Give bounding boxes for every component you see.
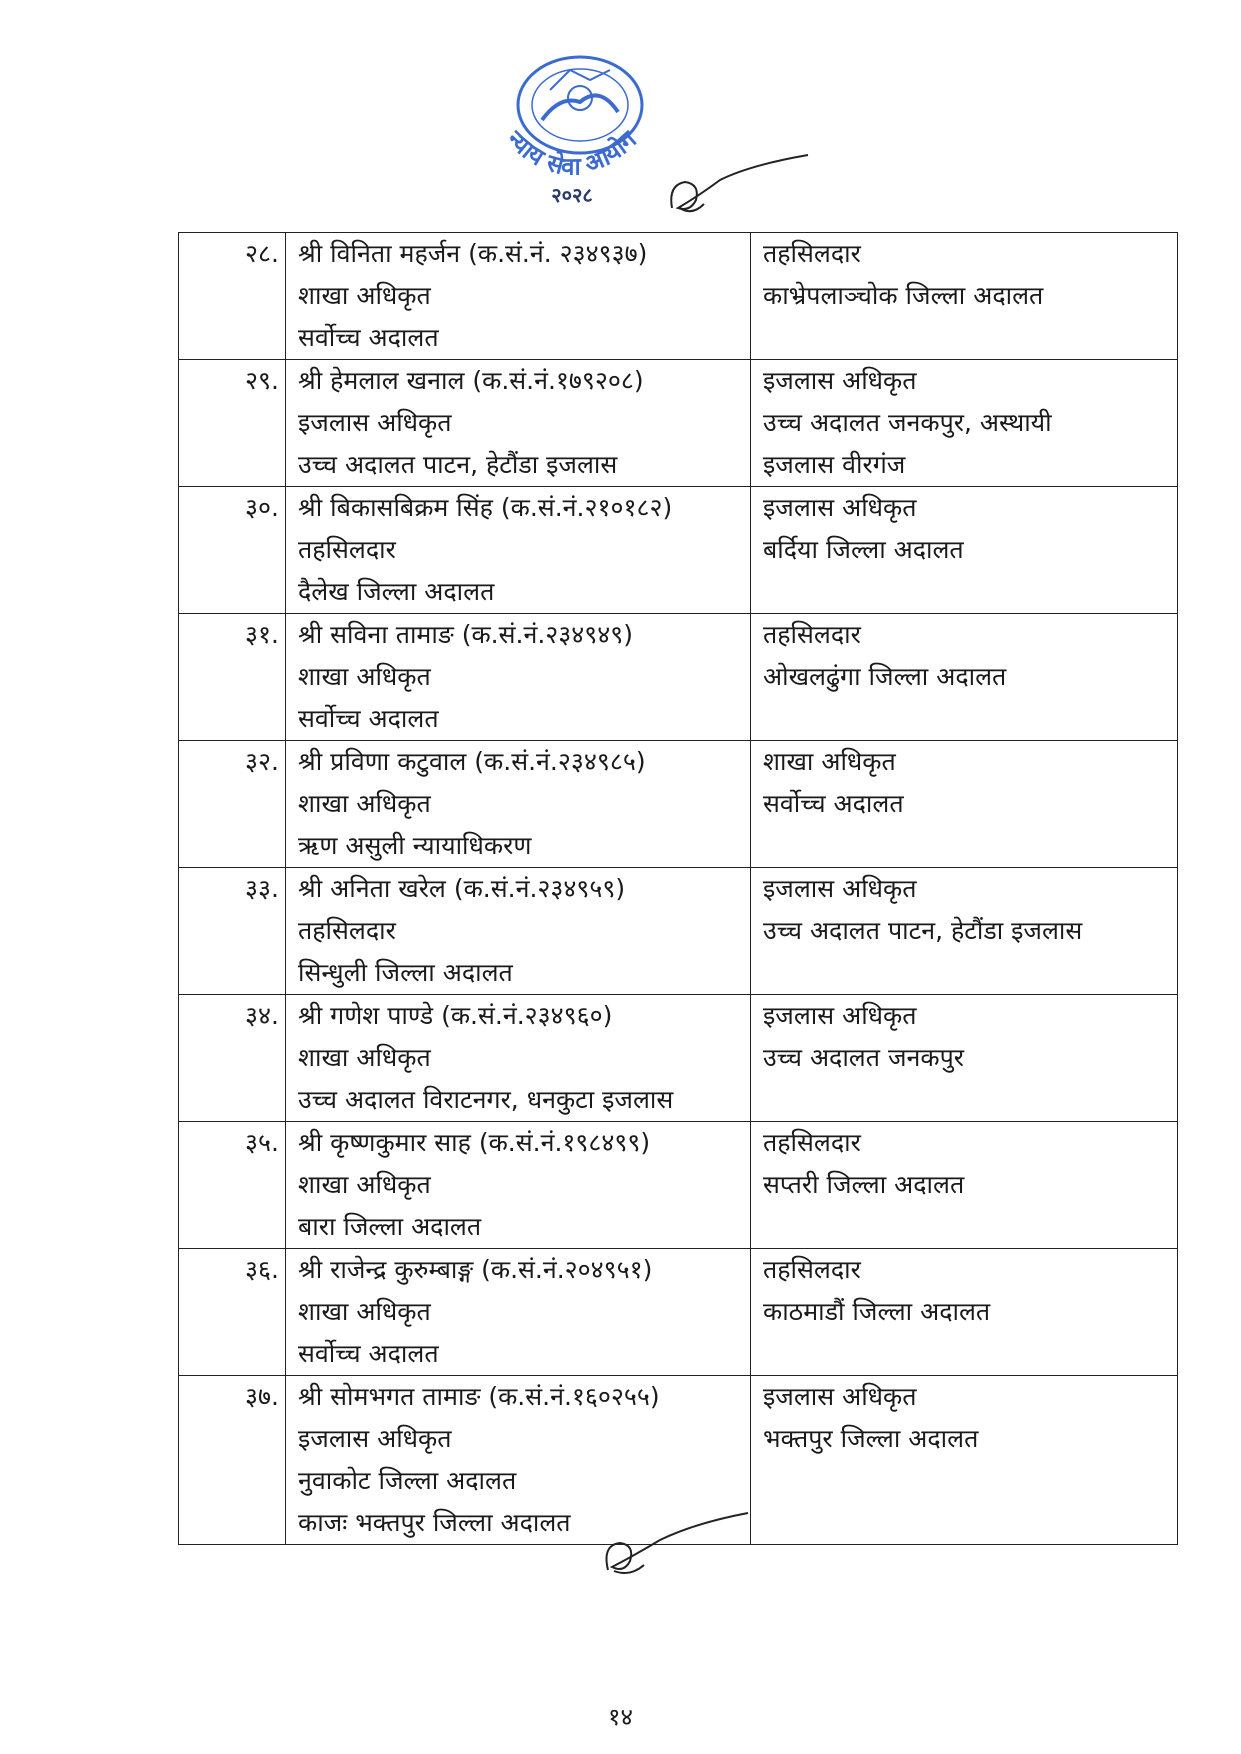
new-office: उच्च अदालत जनकपुर xyxy=(763,1043,964,1072)
commission-seal xyxy=(480,40,680,210)
new-posting-cell xyxy=(751,1376,1178,1545)
current-post: शाखा अधिकृत xyxy=(298,1297,431,1326)
new-office: उच्च अदालत जनकपुर, अस्थायी xyxy=(763,408,1052,437)
current-post: शाखा अधिकृत xyxy=(298,281,431,310)
new-office: बर्दिया जिल्ला अदालत xyxy=(763,535,964,564)
current-posting-cell xyxy=(286,741,751,868)
current-office: सिन्धुली जिल्ला अदालत xyxy=(298,958,513,987)
serial-number: ३०. xyxy=(179,487,286,614)
employee-name: श्री सविना तामाङ (क.सं.नं.२३४९४९) xyxy=(298,620,634,649)
current-post: तहसिलदार xyxy=(298,535,396,564)
employee-name: श्री बिकासबिक्रम सिंह (क.सं.नं.२१०१८२) xyxy=(298,493,673,522)
new-post: इजलास अधिकृत xyxy=(763,874,917,903)
new-posting-cell xyxy=(751,233,1178,360)
serial-number: ३२. xyxy=(179,741,286,868)
current-office: नुवाकोट जिल्ला अदालत xyxy=(298,1466,517,1495)
new-post: शाखा अधिकृत xyxy=(763,747,896,776)
new-post: तहसिलदार xyxy=(763,239,861,268)
new-posting-cell xyxy=(751,1122,1178,1249)
current-office: उच्च अदालत विराटनगर, धनकुटा इजलास xyxy=(298,1085,674,1114)
new-post: तहसिलदार xyxy=(763,1255,861,1284)
serial-number: २८. xyxy=(179,233,286,360)
table-row xyxy=(179,614,1178,741)
new-office: काठमाडौं जिल्ला अदालत xyxy=(763,1297,991,1326)
new-office: ओखलढुंगा जिल्ला अदालत xyxy=(763,662,1007,691)
new-posting-cell xyxy=(751,868,1178,995)
table-row xyxy=(179,487,1178,614)
signature-top xyxy=(670,150,810,220)
current-posting-cell xyxy=(286,995,751,1122)
svg-text:न्याय सेवा आयोग xyxy=(501,125,643,181)
new-post: इजलास अधिकृत xyxy=(763,1001,917,1030)
seal-year: २०२८ xyxy=(551,183,593,207)
serial-number: ३६. xyxy=(179,1249,286,1376)
table-row xyxy=(179,233,1178,360)
current-office: सर्वोच्च अदालत xyxy=(298,323,439,352)
transfer-table xyxy=(178,232,1178,1545)
table-row xyxy=(179,995,1178,1122)
serial-number: ३४. xyxy=(179,995,286,1122)
new-office: काभ्रेपलाञ्चोक जिल्ला अदालत xyxy=(763,281,1044,310)
new-posting-cell xyxy=(751,995,1178,1122)
employee-name: श्री सोमभगत तामाङ (क.सं.नं.१६०२५५) xyxy=(298,1382,660,1411)
serial-number: ३३. xyxy=(179,868,286,995)
serial-number: ३७. xyxy=(179,1376,286,1545)
current-posting-cell xyxy=(286,614,751,741)
table-row xyxy=(179,741,1178,868)
current-posting-cell xyxy=(286,1122,751,1249)
current-office: दैलेख जिल्ला अदालत xyxy=(298,577,495,606)
table-row xyxy=(179,1122,1178,1249)
current-post: तहसिलदार xyxy=(298,916,396,945)
current-post: शाखा अधिकृत xyxy=(298,1043,431,1072)
new-office: सप्तरी जिल्ला अदालत xyxy=(763,1170,965,1199)
new-post: इजलास अधिकृत xyxy=(763,493,917,522)
table-row xyxy=(179,868,1178,995)
current-post: इजलास अधिकृत xyxy=(298,408,452,437)
serial-number: ३५. xyxy=(179,1122,286,1249)
new-posting-cell xyxy=(751,360,1178,487)
deputation-note: काजः भक्तपुर जिल्ला अदालत xyxy=(298,1508,571,1537)
current-post: शाखा अधिकृत xyxy=(298,662,431,691)
new-posting-cell xyxy=(751,614,1178,741)
serial-number: ३१. xyxy=(179,614,286,741)
serial-number: २९. xyxy=(179,360,286,487)
new-post: तहसिलदार xyxy=(763,620,861,649)
new-posting-cell xyxy=(751,487,1178,614)
new-office: उच्च अदालत पाटन, हेटौंडा इजलास xyxy=(763,916,1083,945)
current-posting-cell xyxy=(286,360,751,487)
current-post: शाखा अधिकृत xyxy=(298,1170,431,1199)
current-office: ऋण असुली न्यायाधिकरण xyxy=(298,831,532,860)
current-posting-cell xyxy=(286,1249,751,1376)
current-post: शाखा अधिकृत xyxy=(298,789,431,818)
employee-name: श्री विनिता महर्जन (क.सं.नं. २३४९३७) xyxy=(298,239,648,268)
signature-bottom xyxy=(600,1505,750,1580)
seal-text: न्याय सेवा आयोग xyxy=(501,125,642,181)
new-posting-cell xyxy=(751,741,1178,868)
employee-name: श्री अनिता खरेल (क.सं.नं.२३४९५९) xyxy=(298,874,626,903)
current-office: उच्च अदालत पाटन, हेटौंडा इजलास xyxy=(298,450,618,479)
current-office: बारा जिल्ला अदालत xyxy=(298,1212,482,1241)
new-office: सर्वोच्च अदालत xyxy=(763,789,904,818)
page-number: १४ xyxy=(608,1703,633,1731)
table-row xyxy=(179,360,1178,487)
new-office: भक्तपुर जिल्ला अदालत xyxy=(763,1424,979,1453)
employee-name: श्री प्रविणा कटुवाल (क.सं.नं.२३४९८५) xyxy=(298,747,646,776)
current-posting-cell xyxy=(286,233,751,360)
current-posting-cell xyxy=(286,487,751,614)
employee-name: श्री गणेश पाण्डे (क.सं.नं.२३४९६०) xyxy=(298,1001,613,1030)
new-post: इजलास अधिकृत xyxy=(763,1382,917,1411)
current-posting-cell xyxy=(286,868,751,995)
new-posting-cell xyxy=(751,1249,1178,1376)
employee-name: श्री कृष्णकुमार साह (क.सं.नं.१९८४९९) xyxy=(298,1128,651,1157)
current-office: सर्वोच्च अदालत xyxy=(298,1339,439,1368)
new-office-line2: इजलास वीरगंज xyxy=(763,450,906,479)
employee-name: श्री राजेन्द्र कुरुम्बाङ्ग (क.सं.नं.२०४९५१) xyxy=(298,1255,653,1284)
new-post: इजलास अधिकृत xyxy=(763,366,917,395)
table-row xyxy=(179,1249,1178,1376)
current-office: सर्वोच्च अदालत xyxy=(298,704,439,733)
new-post: तहसिलदार xyxy=(763,1128,861,1157)
employee-name: श्री हेमलाल खनाल (क.सं.नं.१७९२०८) xyxy=(298,366,644,395)
current-post: इजलास अधिकृत xyxy=(298,1424,452,1453)
